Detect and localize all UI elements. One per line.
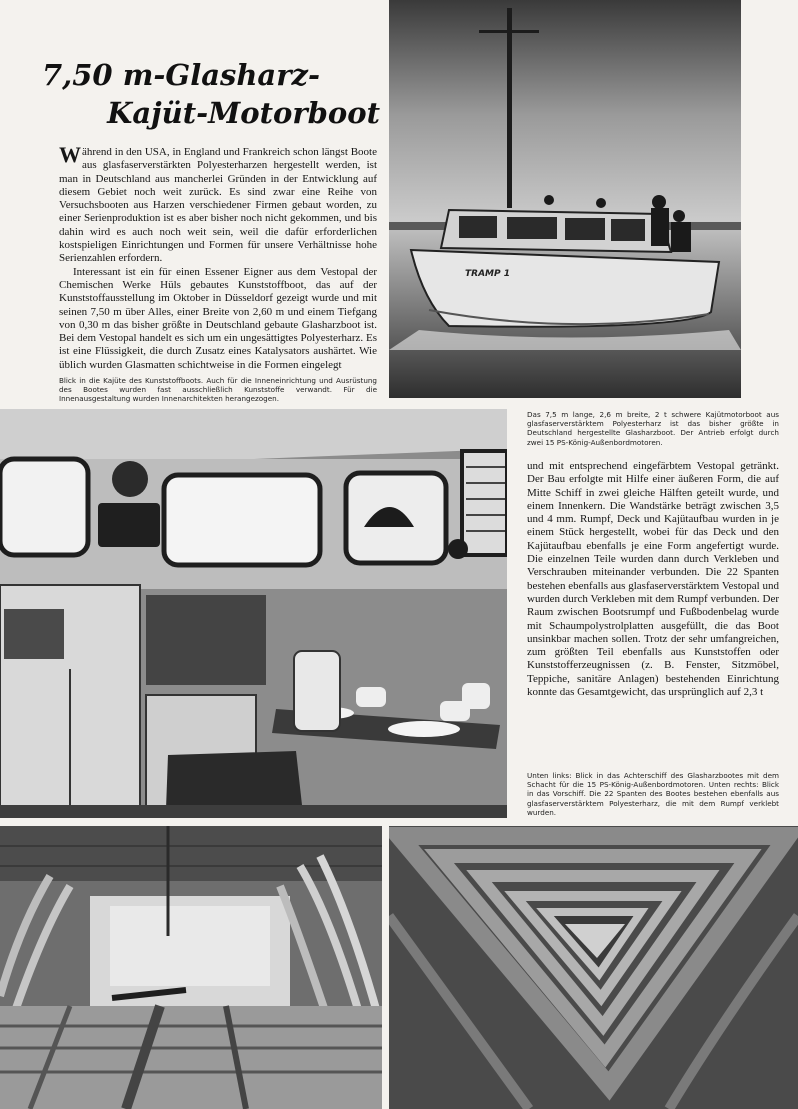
- caption-bottom-photos: Unten links: Blick in das Achterschiff des Glasharzbootes mit dem Schacht für die 15 PS-König-Außenbordmotoren. Unten rechts: Blick in das Vorschiff. Die 22 Spanten des Bootes bestehen ebenfalls aus glasfaserverstärktem Polyesterharz, die mit dem Rumpf verklebt wurden.: [527, 771, 779, 817]
- boat-hull-name: TRAMP 1: [465, 269, 510, 279]
- intro-paragraph-1-text: ährend in den USA, in England und Frankreich schon längst Boote aus glasfaserverstärkten Polyesterharzen hergestellt werden, ist man in Deutschland aus mancherlei Gründen in der Entwicklung auf diesem Gebiet noch weit zurück. Es sind zwar eine Reihe von Versuchsbooten aus Harzen verschiedener Firmen gebaut worden, zu einer Serienproduktion ist es aber bisher noch nicht gekommen, und bis dahin wird es auch noch weit sein, weil die dafür erforderlichen kostspieligen Einrichtungen und Formen für unsere Verhältnisse hohe Serienzahlen erfordern.: [59, 146, 377, 265]
- headline-line-2: Kajüt-Motorboot: [107, 96, 380, 130]
- article-headline: [40, 56, 380, 132]
- photo-bow-frames: [389, 826, 798, 1109]
- intro-paragraph-2: Interessant ist ein für einen Essener Eigner aus dem Vestopal der Chemischen Werke Hüls gebautes Kunststoffboot, das auf der Kunststoffausstellung im Oktober in Düsseldorf gezeigt wurde und mit seinen 7,50 m über Alles, einer Breite von 2,60 m und einem Tiefgang von 0,30 m das bisher größte in Deutschland gebaute Glasharzboot ist. Bei dem Vestopal handelt es sich um ein ungesättigtes Polyesterharz. Es ist eine Flüssigkeit, die durch Zusatz eines Katalysators aushärtet. Wie üblich wurden Glasmatten schichtweise in die Formen eingelegt: [59, 265, 377, 371]
- photo-motorboat: [389, 0, 741, 398]
- photo-stern-hull: [0, 826, 382, 1109]
- intro-paragraph-1: [59, 146, 377, 266]
- headline-line-1: 7,50 m-Glasharz-: [41, 58, 320, 92]
- intro-text: [59, 146, 377, 372]
- caption-interior: Blick in die Kajüte des Kunststoffboots. Auch für die Inneneinrichtung und Ausrüstung des Bootes wurden fast ausschließlich Kunststoffe verwandt. Für die Innenausgestaltung wurden Innenarchitekten herangezogen.: [59, 376, 377, 404]
- photo-cabin-interior: [0, 409, 507, 818]
- body-column-2: und mit entsprechend eingefärbtem Vestopal getränkt. Der Bau erfolgte mit Hilfe einer äußeren Form, die auf Mitte Schiff in zwei gleiche Hälften geteilt wurde, und einem Innenkern. Die Wandstärke beträgt zwischen 3,5 und 4 mm. Rumpf, Deck und Kajütaufbau wurden in je einem Stück hergestellt, wobei für das Deck und den Kajütaufbau ebenfalls je eine Form angefertigt wurde. Die einzelnen Teile wurden dann durch Verkleben und Verschrauben miteinander verbunden. Die 22 Spanten bestehen ebenfalls aus glasfaserverstärktem Vestopal und wurden durch Verkleben mit dem Rumpf verbunden. Der Raum zwischen Bootsrumpf und Fußbodenbelag wurde mit Schaumpolystrolplatten ausgefüllt, die das Boot unsinkbar machen sollen. Trotz der sehr umfangreichen, zum größten Teil ebenfalls aus Kunststoffen oder Kunststofferzeugnissen (z. B. Fenster, Sitzmöbel, Teppiche, sanitäre Anlagen) bestehenden Einrichtung konnte das Gesamtgewicht, das ursprünglich auf 2,3 t: [527, 460, 779, 699]
- caption-boat: Das 7,5 m lange, 2,6 m breite, 2 t schwere Kajütmotorboot aus glasfaserverstärktem Polyesterharz ist das bisher größte in Deutschland hergestellte Glasharzboot. Der Antrieb erfolgt durch zwei 15 PS-König-Außenbordmotoren.: [527, 410, 779, 447]
- drop-cap: W: [59, 146, 81, 167]
